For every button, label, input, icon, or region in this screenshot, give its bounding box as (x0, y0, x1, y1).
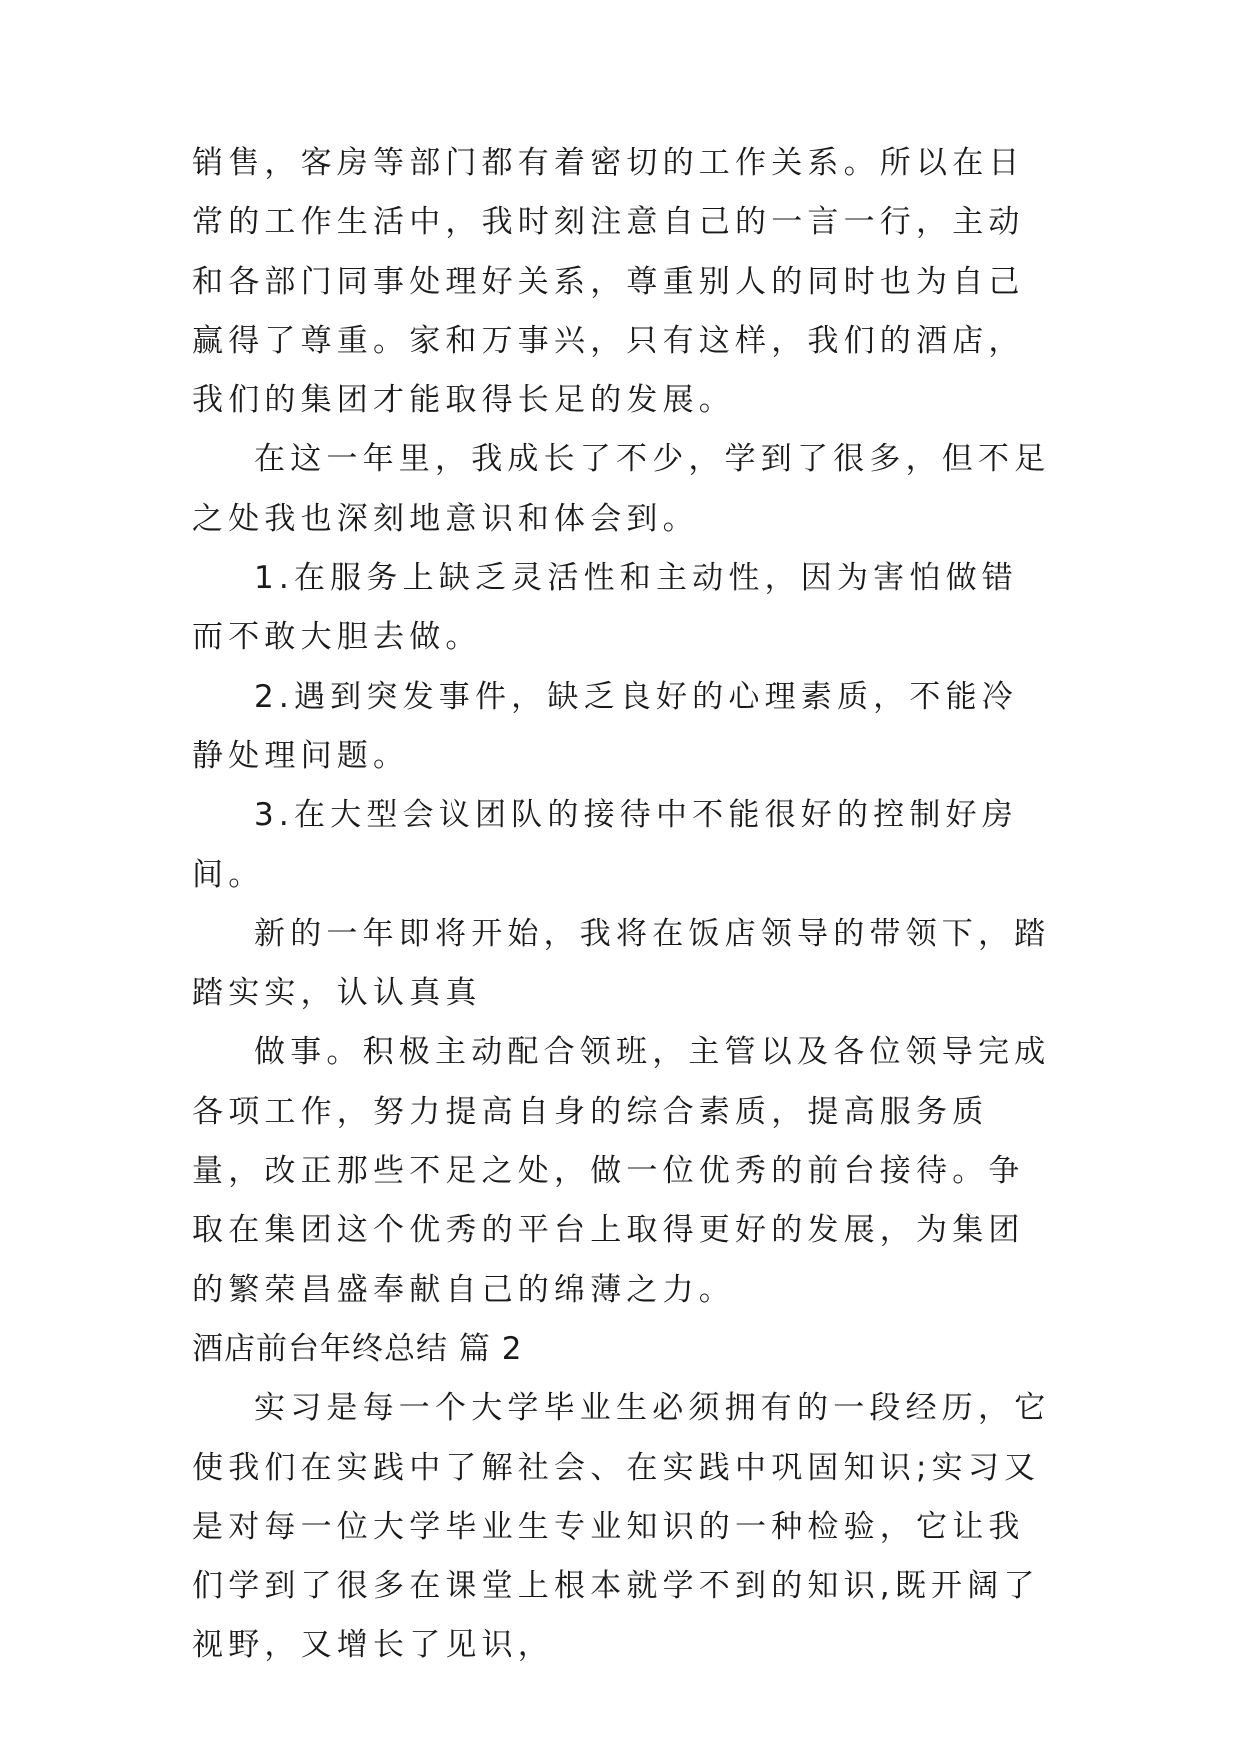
paragraph-new-year: 新的一年即将开始，我将在饭店领导的带领下，踏踏实实，认认真真 (192, 915, 1051, 1012)
paragraph-growth: 在这一年里，我成长了不少，学到了很多，但不足之处我也深刻地意识和体会到。 (192, 441, 1051, 537)
list-item-2: 2.遇到突发事件，缺乏良好的心理素质，不能冷静处理问题。 (192, 678, 1018, 774)
paragraph-internship: 实习是每一个大学毕业生必须拥有的一段经历，它使我们在实践中了解社会、在实践中巩固知识;实习又是对每一位大学毕业生专业知识的一种检验，它让我们学到了很多在课堂上根本就学不到的知识,既开阔了视野，又增长了见识， (192, 1390, 1051, 1664)
paragraph-work: 做事。积极主动配合领班，主管以及各位领导完成各项工作，努力提高自身的综合素质，提高服务质量，改正那些不足之处，做一位优秀的前台接待。争取在集团这个优秀的平台上取得更好的发展，为集团的繁荣昌盛奉献自己的绵薄之力。 (192, 1034, 1051, 1308)
paragraph-relations: 销售，客房等部门都有着密切的工作关系。所以在日常的工作生活中，我时刻注意自己的一言一行，主动和各部门同事处理好关系，尊重别人的同时也为自己赢得了尊重。家和万事兴，只有这样，我们的酒店，我们的集团才能取得长足的发展。 (192, 145, 1025, 419)
document-body (192, 134, 1052, 1676)
list-item-3: 3.在大型会议团队的接待中不能很好的控制好房间。 (192, 797, 1018, 893)
list-item-1: 1.在服务上缺乏灵活性和主动性，因为害怕做错而不敢大胆去做。 (192, 560, 1018, 656)
section-heading: 酒店前台年终总结 篇 2 (192, 1330, 523, 1367)
